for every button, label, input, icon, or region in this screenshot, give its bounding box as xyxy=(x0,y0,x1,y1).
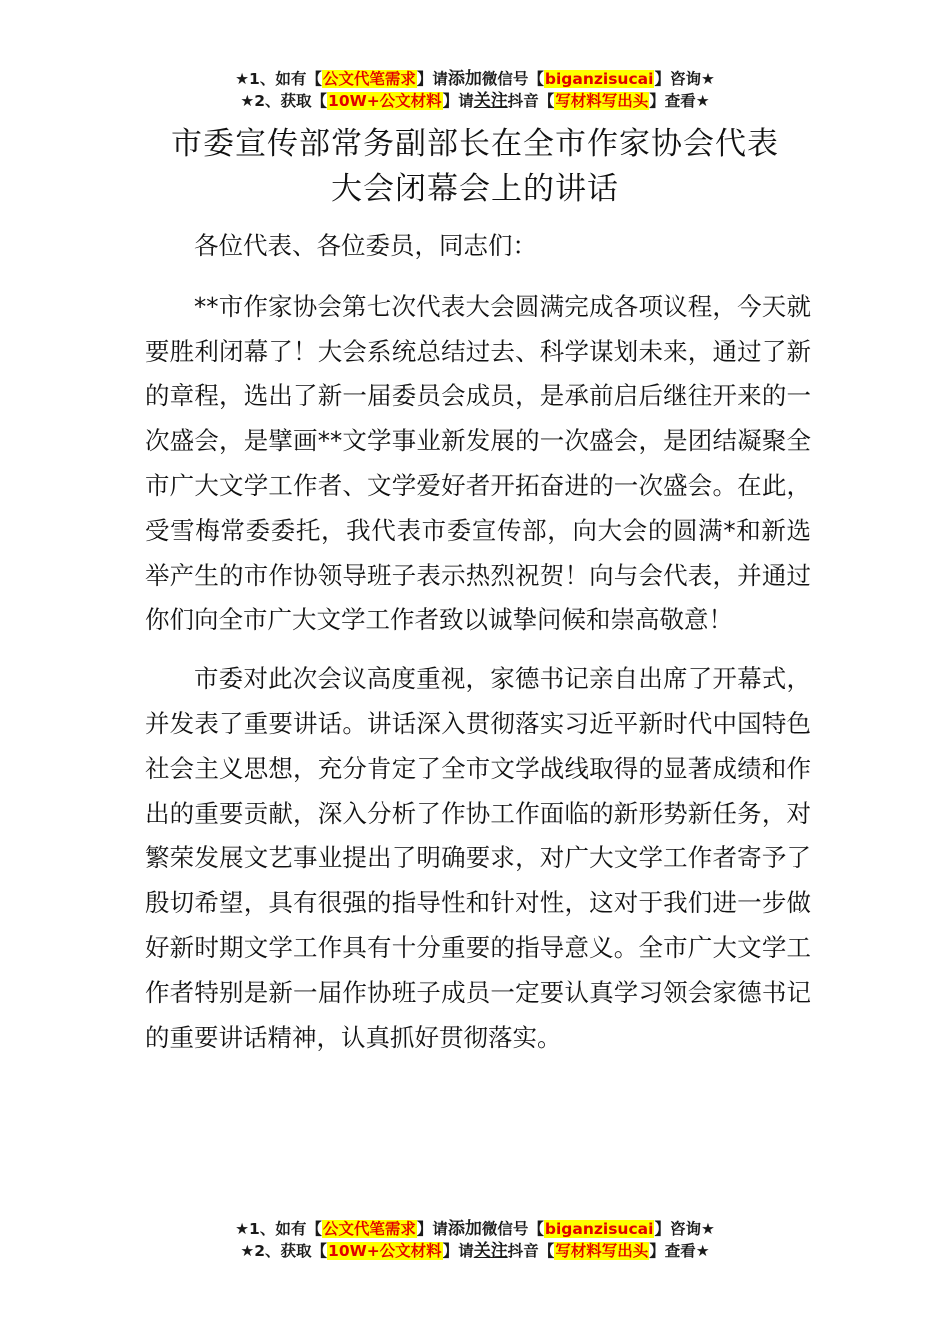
promo-highlight: 10W+公文材料 xyxy=(328,92,442,110)
promo-highlight: 公文代笔需求 xyxy=(322,1220,416,1238)
promo-text: 抖音【 xyxy=(507,1242,555,1260)
promo-text: 微信号【 xyxy=(481,1220,544,1238)
promo-text: 抖音【 xyxy=(507,92,555,110)
promo-text: 】请 xyxy=(442,1242,474,1260)
promo-text: 】请 xyxy=(442,92,474,110)
promo-header xyxy=(0,68,950,112)
title-line-2: 大会闭幕会上的讲话 xyxy=(331,171,619,207)
promo-text: 微信号【 xyxy=(481,70,544,88)
promo-text: 】查看★ xyxy=(649,92,710,110)
promo-wechat-id: biganzisucai xyxy=(544,1220,654,1238)
promo-text: ★1、如有【 xyxy=(235,70,322,88)
promo-emphasis: 添加 xyxy=(447,1219,482,1239)
promo-emphasis: 关注 xyxy=(473,1241,508,1261)
promo-text: 】咨询★ xyxy=(654,70,715,88)
promo-text: 】请 xyxy=(416,1220,448,1238)
paragraph-1: **市作家协会第七次代表大会圆满完成各项议程，今天就要胜利闭幕了！大会系统总结过去、科学谋划未来，通过了新的章程，选出了新一届委员会成员，是承前启后继往开来的一次盛会，是擘画**文学事业新发展的一次盛会，是团结凝聚全市广大文学工作者、文学爱好者开拓奋进的一次盛会。在此，受雪梅常委委托，我代表市委宣传部，向大会的圆满*和新选举产生的市作协领导班子表示热烈祝贺！向与会代表，并通过你们向全市广大文学工作者致以诚挚问候和崇高敬意！ xyxy=(145,291,811,635)
document-title xyxy=(0,122,950,212)
promo-douyin-id: 写材料写出头 xyxy=(555,1242,649,1260)
promo-douyin-id: 写材料写出头 xyxy=(555,92,649,110)
promo-highlight: 公文代笔需求 xyxy=(322,70,416,88)
promo-highlight: 10W+公文材料 xyxy=(328,1242,442,1260)
promo-wechat-id: biganzisucai xyxy=(544,70,654,88)
promo-line-2 xyxy=(0,1240,950,1262)
promo-line-1 xyxy=(0,68,950,90)
promo-text: ★1、如有【 xyxy=(235,1220,322,1238)
promo-emphasis: 关注 xyxy=(473,91,508,111)
promo-text: 】咨询★ xyxy=(654,1220,715,1238)
promo-emphasis: 添加 xyxy=(447,69,482,89)
promo-text: 】请 xyxy=(416,70,448,88)
promo-line-2 xyxy=(0,90,950,112)
promo-text: ★2、获取【 xyxy=(240,92,328,110)
paragraph-2: 市委对此次会议高度重视，家德书记亲自出席了开幕式，并发表了重要讲话。讲话深入贯彻落实习近平新时代中国特色社会主义思想，充分肯定了全市文学战线取得的显著成绩和作出的重要贡献，深入分析了作协工作面临的新形势新任务，对繁荣发展文艺事业提出了明确要求，对广大文学工作者寄予了殷切希望，具有很强的指导性和针对性，这对于我们进一步做好新时期文学工作具有十分重要的指导意义。全市广大文学工作者特别是新一届作协班子成员一定要认真学习领会家德书记的重要讲话精神，认真抓好贯彻落实。 xyxy=(145,664,811,1052)
promo-footer xyxy=(0,1218,950,1262)
title-line-1: 市委宣传部常务副部长在全市作家协会代表 xyxy=(171,126,779,162)
greeting: 各位代表、各位委员，同志们： xyxy=(194,231,537,260)
document-body xyxy=(145,224,811,1074)
promo-line-1 xyxy=(0,1218,950,1240)
promo-text: ★2、获取【 xyxy=(240,1242,328,1260)
promo-text: 】查看★ xyxy=(649,1242,710,1260)
